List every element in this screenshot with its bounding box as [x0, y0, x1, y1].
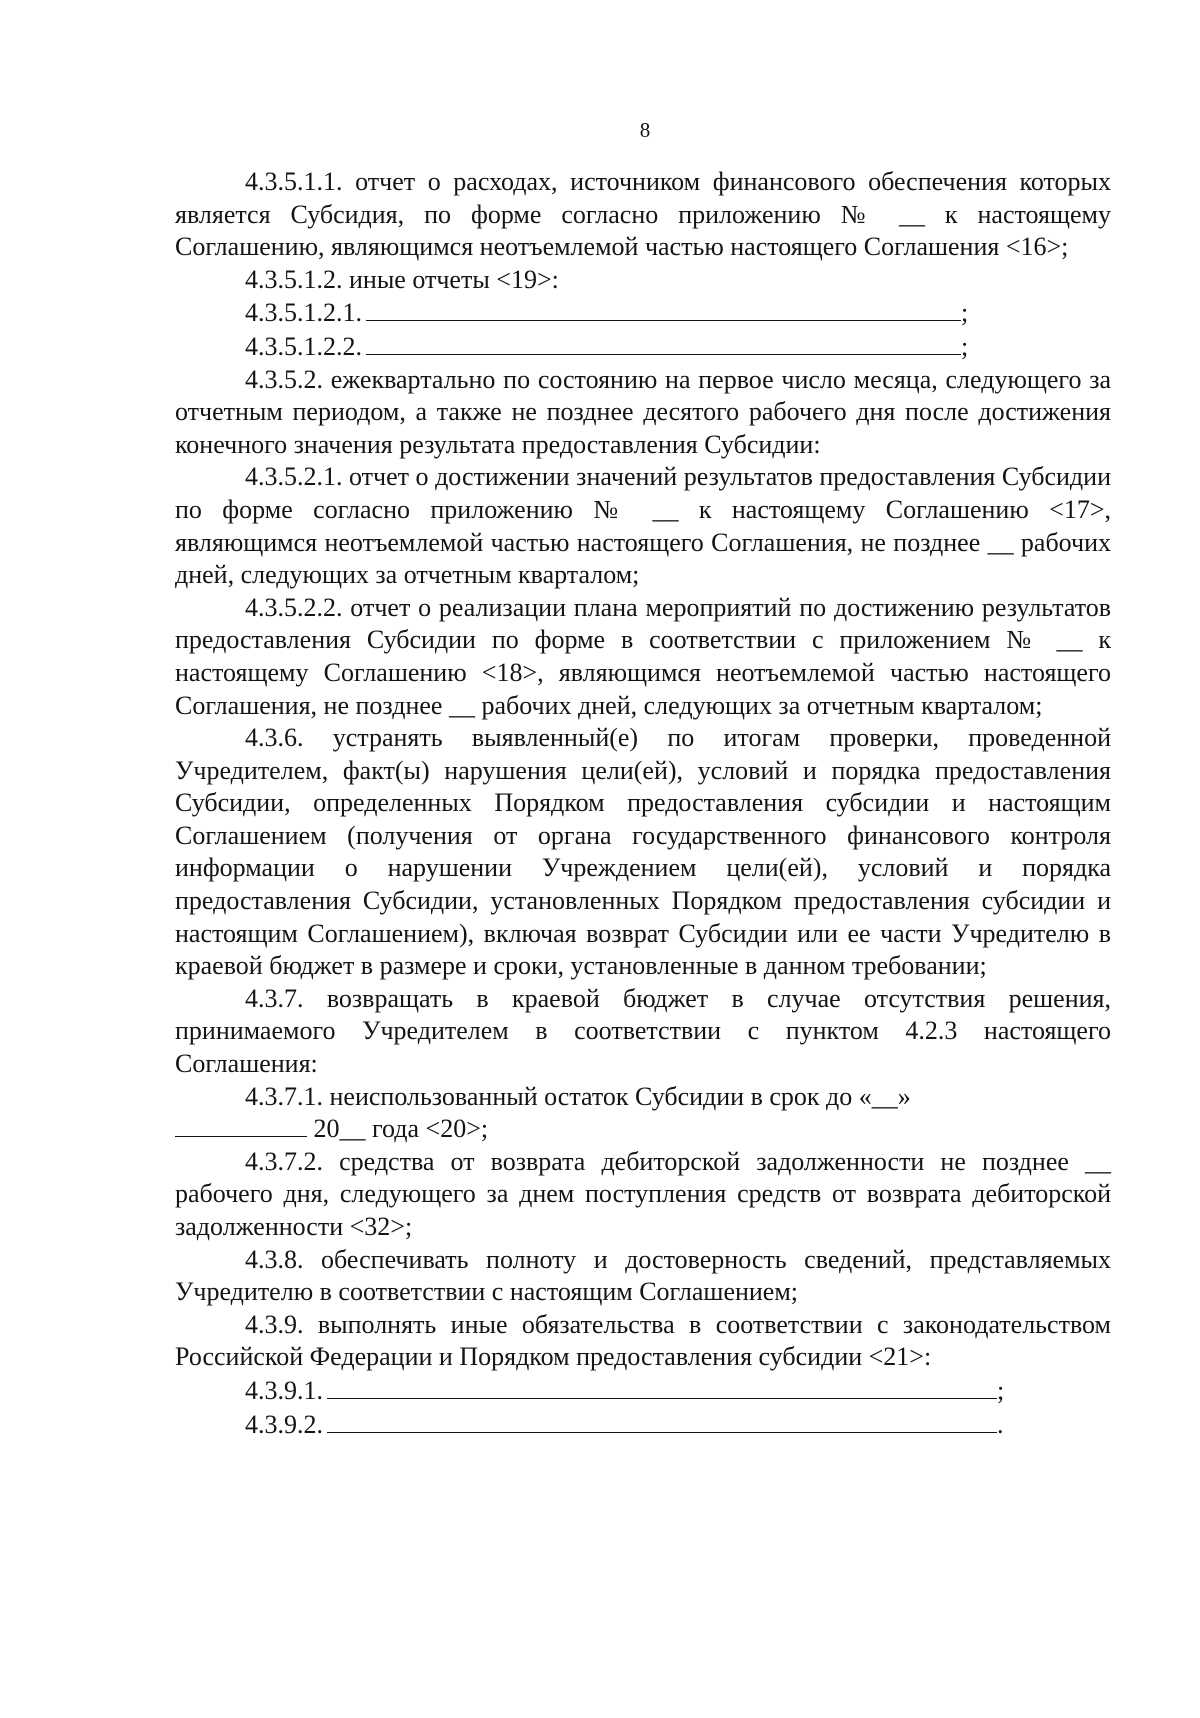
paragraph-4-3-5-1-1: 4.3.5.1.1. отчет о расходах, источником финансового обеспечения которых является Субсидия, по форме согласно приложению № __ к настоящему Соглашению, являющимся неотъемлемой частью настоящего Соглашения <16>;: [175, 167, 1111, 262]
paragraph-4-3-7-1-tail: 20__ года <20>;: [307, 1114, 489, 1144]
paragraph-4-3-6: 4.3.6. устранять выявленный(е) по итогам проверки, проведенной Учредителем, факт(ы) нарушения цели(ей), условий и порядка предоставления Субсидии, определенных Порядком предоставления субсидии и настоящим Соглашением (получения от органа государственного финансового контроля информации о нарушении Учреждением цели(ей), условий и порядка предоставления Субсидии, установленных Порядком предоставления субсидии и настоящим Соглашением), включая возврат Субсидии или ее части Учредителю в краевой бюджет в размере и сроки, установленные в данном требовании;: [175, 723, 1111, 981]
page-number: 8: [639, 118, 651, 142]
paragraph-4-3-5-2-1: 4.3.5.2.1. отчет о достижении значений результатов предоставления Субсидии по форме согласно приложению № __ к настоящему Соглашению <17>, являющимся неотъемлемой частью настоящего Соглашения, не позднее __ рабочих дней, следующих за отчетным кварталом;: [175, 462, 1111, 590]
paragraph-4-3-5-1-2: 4.3.5.1.2. иные отчеты <19>:: [245, 264, 559, 294]
paragraph-4-3-7-1-continued: [175, 1113, 1111, 1146]
blank-line: [366, 330, 961, 355]
blank-line: [175, 1114, 307, 1137]
fill-line-end: ;: [961, 298, 969, 328]
blank-line: [327, 1374, 997, 1399]
fill-line-label: 4.3.5.1.2.2.: [245, 331, 362, 361]
paragraph-4-3-5-2: 4.3.5.2. ежеквартально по состоянию на первое число месяца, следующего за отчетным периодом, а также не позднее десятого рабочего дня после достижения конечного значения результата предоставления Субсидии:: [175, 364, 1111, 459]
fill-line-label: 4.3.9.1.: [245, 1375, 323, 1405]
paragraph-4-3-5-2-2: 4.3.5.2.2. отчет о реализации плана мероприятий по достижению результатов предоставления Субсидии по форме в соответствии с приложением № __ к настоящему Соглашению <18>, являющимся неотъемлемой частью настоящего Соглашения, не позднее __ рабочих дней, следующих за отчетным кварталом;: [175, 592, 1111, 720]
document-body: [175, 166, 1111, 1441]
paragraph-4-3-9: 4.3.9. выполнять иные обязательства в соответствии с законодательством Российской Федерации и Порядком предоставления субсидии <21>:: [175, 1309, 1111, 1372]
paragraph-4-3-7-2: 4.3.7.2. средства от возврата дебиторской задолженности не позднее __ рабочего дня, следующего за днем поступления средств от возврата дебиторской задолженности <32>;: [175, 1146, 1111, 1241]
blank-line: [327, 1408, 997, 1433]
blank-line: [366, 296, 961, 321]
paragraph-4-3-7-1: 4.3.7.1. неиспользованный остаток Субсидии в срок до «__»: [245, 1081, 911, 1111]
fill-line-label: 4.3.5.1.2.1.: [245, 298, 362, 328]
fill-line-4-3-5-1-2-1: [175, 296, 1111, 330]
fill-line-4-3-9-2: [175, 1408, 1111, 1442]
fill-line-label: 4.3.9.2.: [245, 1409, 323, 1439]
fill-line-end: ;: [961, 331, 969, 361]
paragraph-4-3-7: 4.3.7. возвращать в краевой бюджет в случае отсутствия решения, принимаемого Учредителем в соответствии с пунктом 4.2.3 настоящего Соглашения:: [175, 983, 1111, 1079]
fill-line-end: .: [997, 1409, 1004, 1439]
fill-line-end: ;: [997, 1375, 1005, 1405]
paragraph-4-3-8: 4.3.8. обеспечивать полноту и достоверность сведений, представляемых Учредителю в соответствии с настоящим Соглашением;: [175, 1244, 1111, 1307]
fill-line-4-3-9-1: [175, 1374, 1111, 1408]
fill-line-4-3-5-1-2-2: [175, 330, 1111, 364]
